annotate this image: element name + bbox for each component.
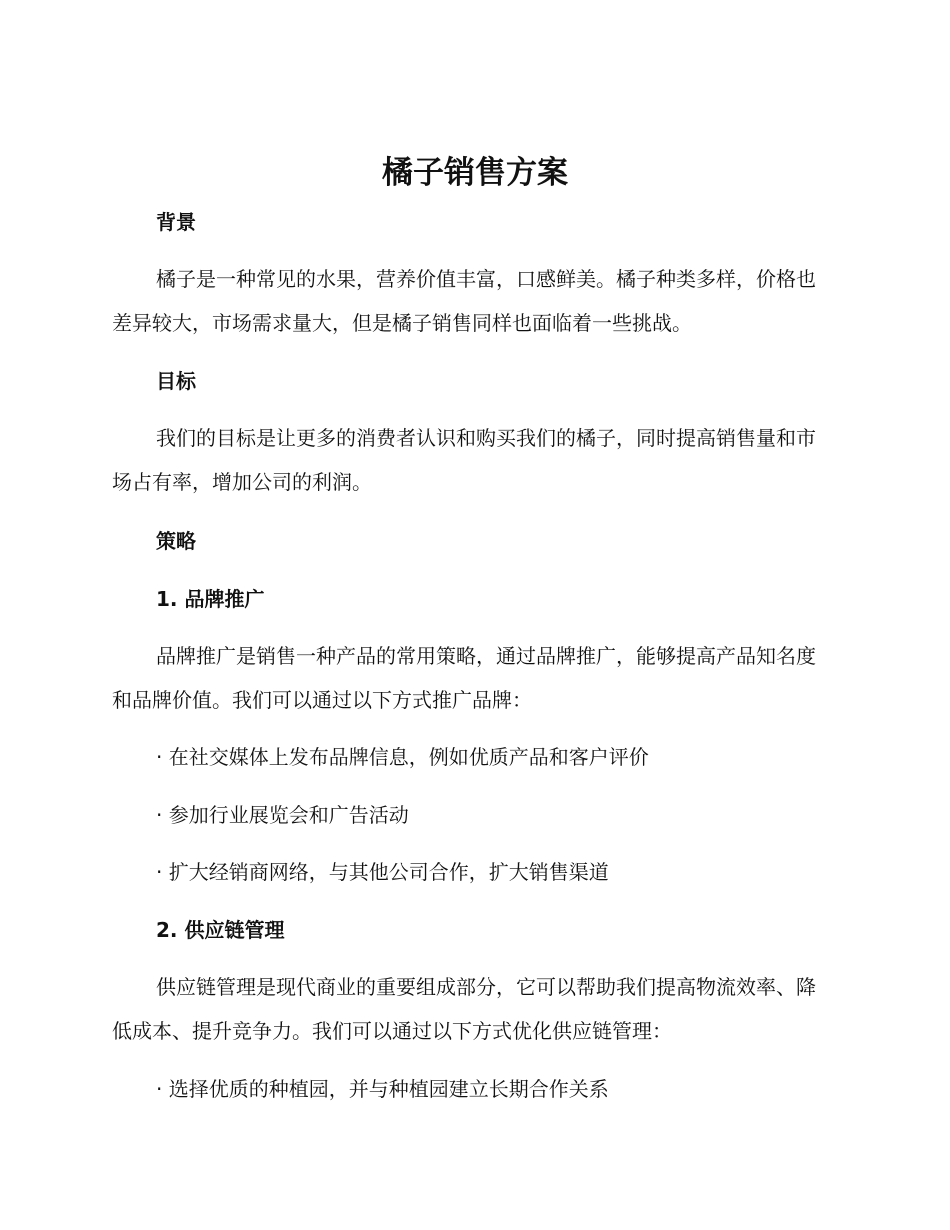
paragraph-background: 橘子是一种常见的水果，营养价值丰富，口感鲜美。橘子种类多样，价格也差异较大，市场需求量大，但是橘子销售同样也面临着一些挑战。 <box>112 267 816 335</box>
list-item: · 参加行业展览会和广告活动 <box>156 803 409 827</box>
list-item: · 扩大经销商网络，与其他公司合作，扩大销售渠道 <box>156 860 609 884</box>
section-heading-goal: 目标 <box>156 369 196 393</box>
section-heading-background: 背景 <box>156 210 196 234</box>
list-item: · 在社交媒体上发布品牌信息，例如优质产品和客户评价 <box>156 745 649 769</box>
document-title: 橘子销售方案 <box>382 155 568 191</box>
subsection-heading-brand: 1. 品牌推广 <box>156 587 265 611</box>
paragraph-supply: 供应链管理是现代商业的重要组成部分，它可以帮助我们提高物流效率、降低成本、提升竞争力。我们可以通过以下方式优化供应链管理： <box>112 975 816 1043</box>
paragraph-brand: 品牌推广是销售一种产品的常用策略，通过品牌推广，能够提高产品知名度和品牌价值。我们可以通过以下方式推广品牌： <box>112 644 816 712</box>
section-heading-strategy: 策略 <box>156 529 196 553</box>
subsection-heading-supply: 2. 供应链管理 <box>156 918 285 942</box>
list-item: · 选择优质的种植园，并与种植园建立长期合作关系 <box>156 1077 609 1101</box>
paragraph-goal: 我们的目标是让更多的消费者认识和购买我们的橘子，同时提高销售量和市场占有率，增加公司的利润。 <box>112 426 816 494</box>
